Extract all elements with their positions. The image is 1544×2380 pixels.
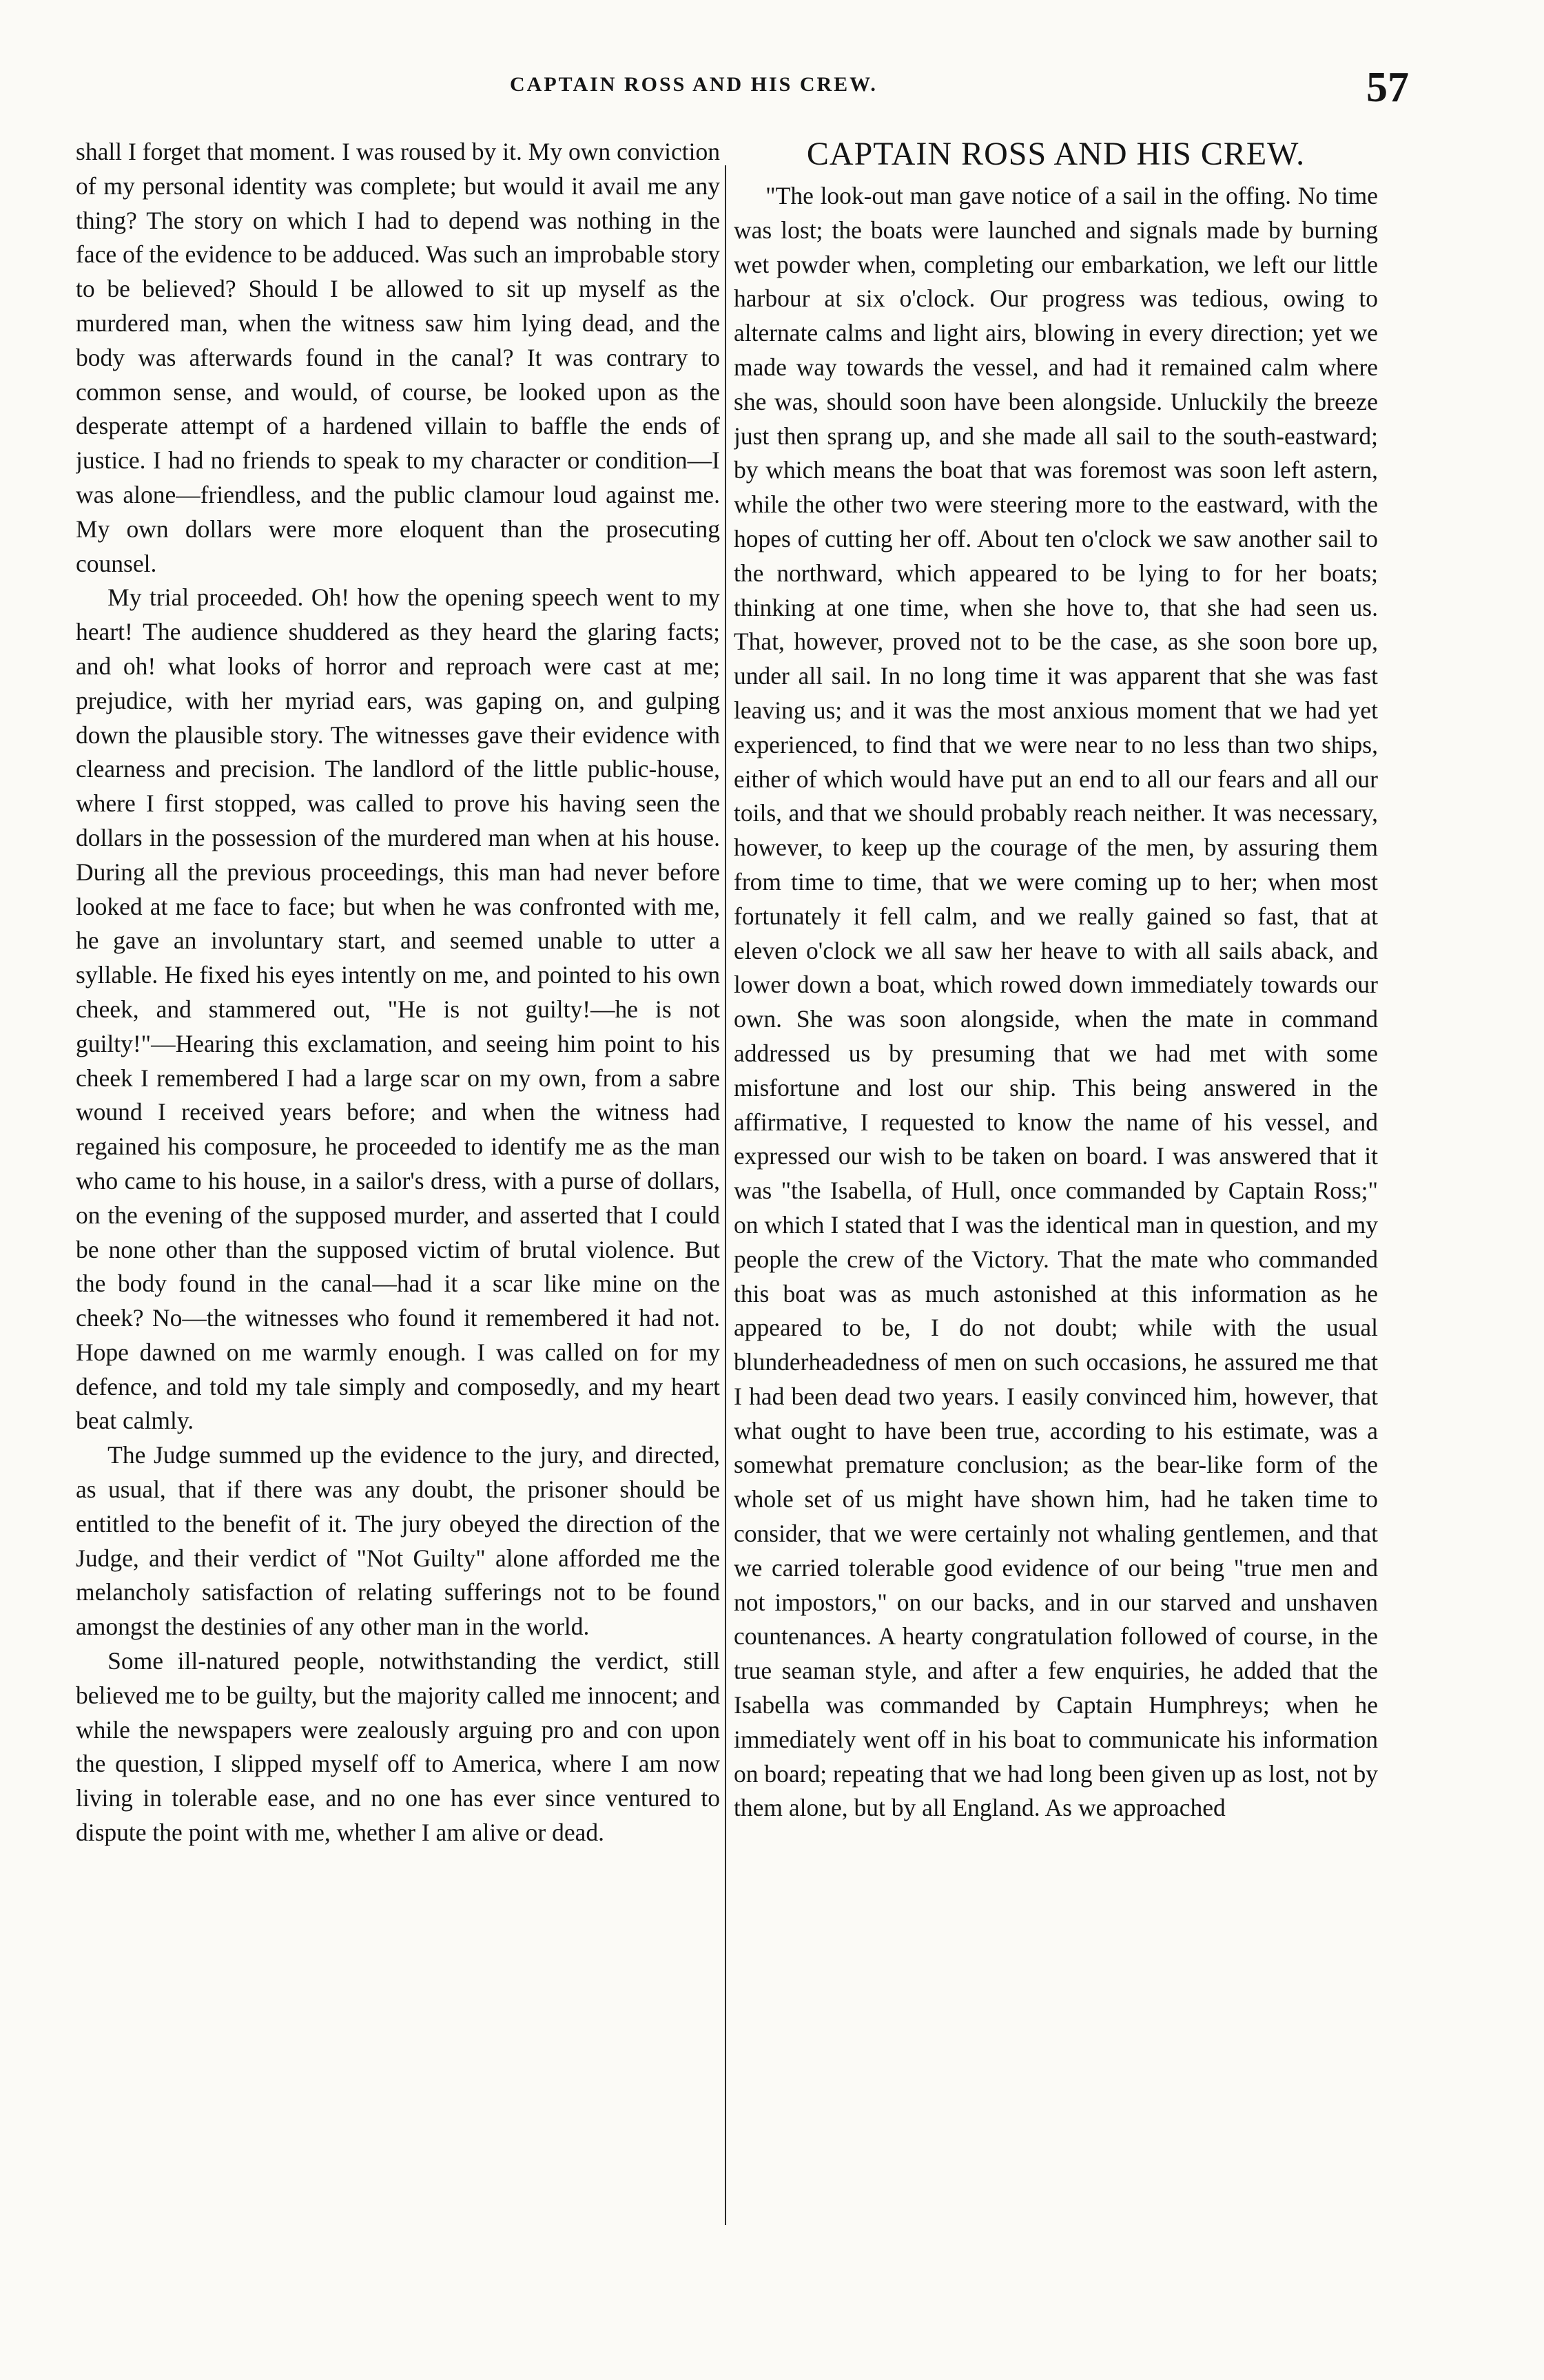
left-column [76,135,720,2298]
right-column [734,135,1378,2298]
article-title: CAPTAIN ROSS AND HIS CREW. [806,136,1306,172]
paragraph: Some ill-natured people, notwithstanding the verdict, still believed me to be guilty, but the majority called me innocent; and while the newspapers were zealously arguing pro and con upon the question, I slipped myself off to America, where I am now living in tolerable ease, and no one has ever since ventured to dispute the point with me, whether I am alive or dead. [76,1647,720,1847]
paragraph: My trial proceeded. Oh! how the opening speech went to my heart! The audience shuddered as they heard the glaring facts; and oh! what looks of horror and reproach were cast at me; prejudice, with her myriad ears, was gaping on, and gulping down the plausible story. The witnesses gave their evidence with clearness and precision. The landlord of the little public-house, where I first stopped, was called to prove his having seen the dollars in the possession of the murdered man when at his house. During all the previous proceedings, this man had never before looked at me face to face; but when he was confronted with me, he gave an involuntary start, and seemed unable to utter a syllable. He fixed his eyes intently on me, and pointed to his own cheek, and stammered out, "He is not guilty!—he is not guilty!"—Hearing this exclamation, and seeing him point to his cheek I remembered I had a large scar on my own, from a sabre wound I received years before; and when the witness had regained his composure, he proceeded to identify me as the man who came to his house, in a sailor's dress, with a purse of dollars, on the evening of the supposed murder, and asserted that I could be none other than the supposed victim of brutal violence. But the body found in the canal—had it a scar like mine on the cheek? No—the witnesses who found it remembered it had not. Hope dawned on me warmly enough. I was called on for my defence, and told my tale simply and composedly, and my heart beat calmly. [76,583,720,1435]
paragraph: shall I forget that moment. I was roused by it. My own conviction of my personal identity was complete; but would it avail me any thing? The story on which I had to depend was nothing in the face of the evidence to be adduced. Was such an improbable story to be believed? Should I be allowed to sit up myself as the murdered man, when the witness saw him lying dead, and the body was afterwards found in the canal? It was contrary to common sense, and would, of course, be looked upon as the desperate attempt of a hardened villain to baffle the ends of justice. I had no friends to speak to my character or condition—I was alone—friendless, and the public clamour loud against me. My own dollars were more eloquent than the prosecuting counsel. [76,138,720,577]
paragraph: The Judge summed up the evidence to the jury, and directed, as usual, that if there was any doubt, the prisoner should be entitled to the benefit of it. The jury obeyed the direction of the Judge, and their verdict of "Not Guilty" alone afforded me the melancholy satisfaction of relating sufferings not to be found amongst the destinies of any other man in the world. [76,1441,720,1641]
running-head: CAPTAIN ROSS AND HIS CREW. [510,73,878,96]
page-number: 57 [1366,64,1409,111]
column-divider [725,165,726,2225]
paragraph: "The look-out man gave notice of a sail in the offing. No time was lost; the boats were launched and signals made by burning wet powder when, completing our embarkation, we left our little harbour at six o'clock. Our progress was tedious, owing to alternate calms and light airs, blowing in every direction; yet we made way towards the vessel, and had it remained calm where she was, should soon have been alongside. Unluckily the breeze just then sprang up, and she made all sail to the south-eastward; by which means the boat that was foremost was soon left astern, while the other two were steering more to the eastward, with the hopes of cutting her off. About ten o'clock we saw another sail to the northward, which appeared to be lying to for her boats; thinking at one time, when she hove to, that she had seen us. That, however, proved not to be the case, as she soon bore up, under all sail. In no long time it was apparent that she was fast leaving us; and it was the most anxious moment that we had yet experienced, to find that we were near to no less than two ships, either of which would have put an end to all our fears and all our toils, and that we should probably reach neither. It was necessary, however, to keep up the courage of the men, by assuring them from time to time, that we were coming up to her; when most fortunately it fell calm, and we really gained so fast, that at eleven o'clock we all saw her heave to with all sails aback, and lower down a boat, which rowed down immediately towards our own. She was soon alongside, when the mate in command addressed us by presuming that we had met with some misfortune and lost our ship. This being answered in the affirmative, I requested to know the name of his vessel, and expressed our wish to be taken on board. I was answered that it was "the Isabella, of Hull, once commanded by Captain Ross;" on which I stated that I was the identical man in question, and my people the crew of the Victory. That the mate who commanded this boat was as much astonished at this information as he appeared to be, I do not doubt; while with the usual blunderheadedness of men on such occasions, he assured me that I had been dead two years. I easily convinced him, however, that what ought to have been true, according to his estimate, was a somewhat premature conclusion; as the bear-like form of the whole set of us might have shown him, had he taken time to consider, that we were certainly not whaling gentlemen, and that we carried tolerable good evidence of our being "true men and not impostors," on our backs, and in our starved and unshaven countenances. A hearty congratulation followed of course, in the true seaman style, and after a few enquiries, he added that the Isabella was commanded by Captain Humphreys; when he immediately went off in his boat to communicate his information on board; repeating that we had long been given up as lost, not by them alone, but by all England. As we approached [734,182,1378,1822]
